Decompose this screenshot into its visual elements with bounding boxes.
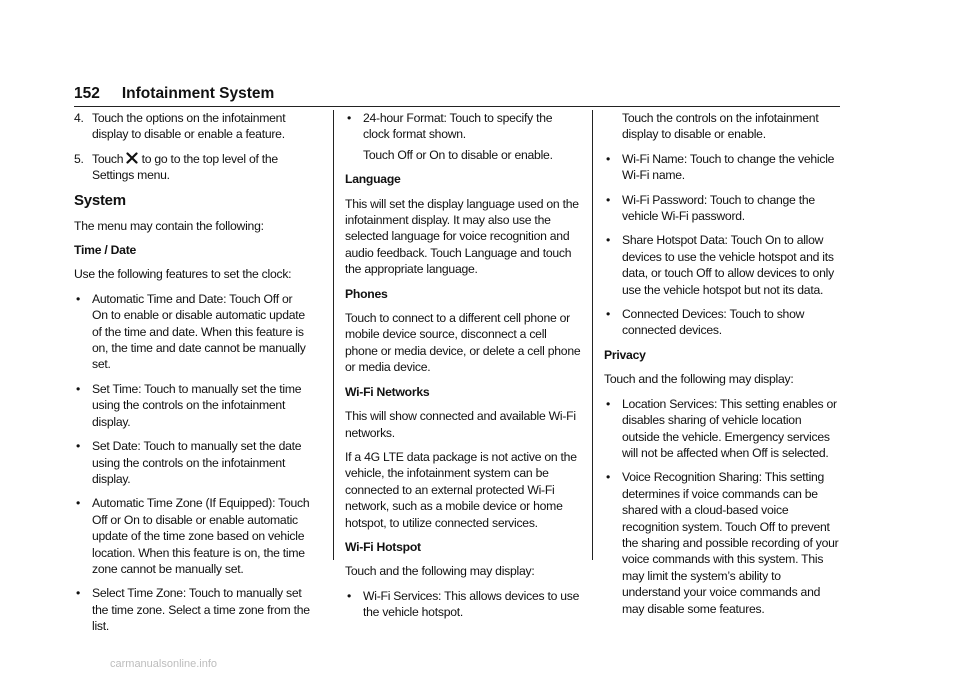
subheading-time-date: Time / Date xyxy=(74,243,137,258)
format-list xyxy=(345,110,581,143)
bullet-icon: • xyxy=(606,192,611,207)
column-divider xyxy=(333,110,334,560)
subheading-privacy: Privacy xyxy=(604,347,646,362)
list-item-text: Automatic Time Zone (If Equipped): Touch Off or On to disable or enable automatic update of the time zone based on vehicle location. When this feature is on, the time zone cannot be manually set. xyxy=(92,496,310,576)
page-number: 152 xyxy=(74,85,100,102)
step-5 xyxy=(74,151,310,184)
list-item xyxy=(74,495,310,577)
list-item xyxy=(604,232,840,298)
list-item xyxy=(74,381,310,430)
list-item-text: 24-hour Format: Touch to specify the clock format shown. xyxy=(363,111,553,142)
bullet-icon: • xyxy=(76,586,81,601)
bullet-icon: • xyxy=(76,381,81,396)
bullet-icon: • xyxy=(606,307,611,322)
subheading-phones: Phones xyxy=(345,286,388,301)
step-text-pre: Touch xyxy=(92,151,124,166)
subheading-language: Language xyxy=(345,172,401,187)
bullet-icon: • xyxy=(606,396,611,411)
lead-text: Use the following features to set the clock: xyxy=(74,267,292,282)
list-item xyxy=(604,306,840,339)
section-title: Infotainment System xyxy=(121,85,275,102)
subheading-wifi-networks: Wi-Fi Networks xyxy=(345,384,430,399)
list-item xyxy=(604,192,840,225)
bullet-icon: • xyxy=(606,233,611,248)
continuation-text: Touch the controls on the infotainment display to disable or enable. xyxy=(622,111,819,142)
list-item-text: Wi-Fi Name: Touch to change the vehicle Wi-Fi name. xyxy=(622,151,835,183)
section-heading: System xyxy=(74,191,126,209)
subheading-wifi-hotspot: Wi-Fi Hotspot xyxy=(345,539,421,554)
bullet-icon: • xyxy=(76,496,81,511)
close-x-icon xyxy=(126,152,138,164)
list-item-text: Wi-Fi Password: Touch to change the vehicle Wi-Fi password. xyxy=(622,192,815,224)
bullet-icon: • xyxy=(76,439,81,454)
bullet-icon: • xyxy=(606,470,611,485)
list-item xyxy=(74,585,310,634)
language-text: This will set the display language used on the infotainment display. It may also use the selected language for voice recognition and audio feedback. Touch Language and touch the appropriate language. xyxy=(345,196,579,277)
step-4 xyxy=(74,110,310,143)
step-text: Touch the options on the infotainment display to disable or enable a feature. xyxy=(92,111,286,142)
watermark: carmanualsonline.info xyxy=(110,658,218,670)
list-item xyxy=(74,291,310,373)
privacy-lead: Touch and the following may display: xyxy=(604,372,794,387)
list-item xyxy=(74,438,310,487)
steps-list xyxy=(74,110,310,184)
column-1 xyxy=(74,110,310,643)
list-item-text: Set Date: Touch to manually set the date using the controls on the infotainment display. xyxy=(92,439,302,486)
bullet-icon: • xyxy=(347,111,352,125)
list-item-text: Share Hotspot Data: Touch On to allow devices to use the vehicle hotspot and its data, or touch Off to allow devices to only use the vehicle hotspot but not its data. xyxy=(622,233,834,297)
hotspot-list xyxy=(345,588,581,621)
list-item-text: Set Time: Touch to manually set the time using the controls on the infotainment display. xyxy=(92,381,302,429)
privacy-list xyxy=(604,396,840,617)
step-number: 4. xyxy=(74,111,84,125)
list-item-text: Voice Recognition Sharing: This setting determines if voice commands can be shared with a cloud-based voice recognition system. Touch Off to prevent the sharing and possible recording of your voice commands with this system. This may limit the system’s ability to understand your voice commands and may disable some features. xyxy=(622,470,839,616)
wifi-settings-list xyxy=(604,151,840,339)
column-divider xyxy=(592,110,593,560)
list-item xyxy=(345,110,581,143)
list-item xyxy=(345,588,581,621)
bullet-icon: • xyxy=(606,151,611,166)
wifi-text-2: If a 4G LTE data package is not active on the vehicle, the infotainment system can be connected to an external protected Wi-Fi network, such as a mobile device or home hotspot, to utilize connected services. xyxy=(345,449,577,530)
list-item xyxy=(604,469,840,617)
wifi-text-1: This will show connected and available Wi-Fi networks. xyxy=(345,409,576,440)
hotspot-lead: Touch and the following may display: xyxy=(345,564,535,579)
list-item-text: Location Services: This setting enables or disables sharing of vehicle location outside the vehicle. Emergency services will not be affected when Off is selected. xyxy=(622,396,837,460)
bullet-icon: • xyxy=(347,588,352,603)
column-2 xyxy=(345,110,581,629)
bullet-icon: • xyxy=(76,291,81,306)
list-item xyxy=(604,396,840,462)
list-item-text: Select Time Zone: Touch to manually set the time zone. Select a time zone from the list. xyxy=(92,586,310,634)
phones-text: Touch to connect to a different cell phone or mobile device source, disconnect a cell phone or media device, or delete a cell phone or media device. xyxy=(345,311,581,375)
intro-text: The menu may contain the following: xyxy=(74,218,264,233)
page-header xyxy=(74,84,840,107)
step-number: 5. xyxy=(74,151,84,166)
list-item-text: Automatic Time and Date: Touch Off or On to enable or disable automatic update of the time and date. When this feature is on, the time and date cannot be manually set. xyxy=(92,291,306,372)
continuation-text: Touch Off or On to disable or enable. xyxy=(363,147,553,162)
time-date-list xyxy=(74,291,310,635)
column-3 xyxy=(604,110,840,625)
list-item xyxy=(604,151,840,184)
step-text-post: to go to the top level of the Settings menu. xyxy=(92,151,278,183)
list-item-text: Connected Devices: Touch to show connected devices. xyxy=(622,307,805,338)
list-item-text: Wi-Fi Services: This allows devices to use the vehicle hotspot. xyxy=(363,588,580,620)
